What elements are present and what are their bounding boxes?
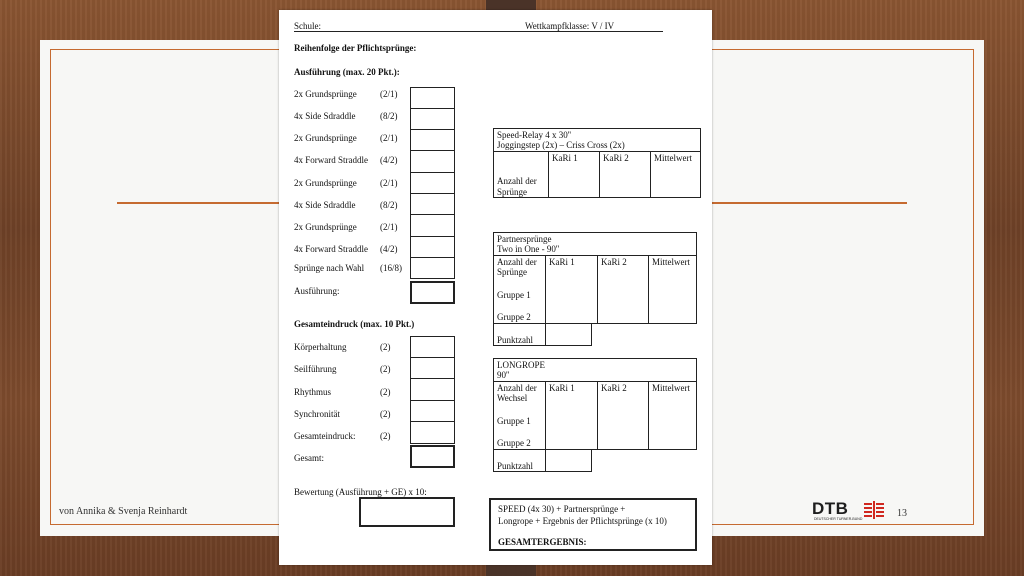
speed-relay-row-label-cell <box>493 151 549 198</box>
longrope-punktzahl-label-cell <box>493 449 546 472</box>
gesamtergebnis-label: GESAMTERGEBNIS: <box>498 537 587 547</box>
gesamtergebnis-box <box>489 498 697 551</box>
longrope-title-cell <box>493 358 697 382</box>
ausfuehrung-item-label: 2x Grundsprünge <box>294 133 357 143</box>
gesamteindruck-item-points: (2) <box>380 431 391 441</box>
longrope-punktzahl-box[interactable] <box>545 449 592 472</box>
speed-relay-title: Speed-Relay 4 x 30'' <box>497 130 571 140</box>
longrope-kari2-cell[interactable] <box>597 381 649 450</box>
bewertung-label: Bewertung (Ausführung + GE) x 10: <box>294 487 427 497</box>
speed-relay-kari2-cell[interactable] <box>599 151 651 198</box>
gesamteindruck-item-points: (2) <box>380 364 391 374</box>
gesamteindruck-item-points: (2) <box>380 409 391 419</box>
speed-relay-mittelwert-cell[interactable] <box>650 151 701 198</box>
score-box[interactable] <box>410 336 455 358</box>
ausfuehrung-item-label: 4x Side Sdraddle <box>294 200 356 210</box>
partner-group2: Gruppe 2 <box>497 312 531 322</box>
ausfuehrung-item-points: (4/2) <box>380 155 398 165</box>
longrope-row-label: Anzahl der <box>497 383 537 393</box>
partner-mittelwert-label: Mittelwert <box>652 257 690 267</box>
partner-row-label-cell <box>493 255 546 324</box>
longrope-mittelwert-label: Mittelwert <box>652 383 690 393</box>
speed-relay-kari1-cell[interactable] <box>548 151 600 198</box>
bewertung-box[interactable] <box>359 497 455 527</box>
dtb-logo <box>812 500 892 522</box>
slide-number: 13 <box>897 508 907 519</box>
slide-credit: von Annika & Svenja Reinhardt <box>59 506 188 517</box>
partner-kari1-label: KaRi 1 <box>549 257 575 267</box>
speed-relay-title-cell <box>493 128 701 152</box>
summary-line2: Longrope + Ergebnis der Pflichtsprünge (x 10) <box>498 516 667 526</box>
ausfuehrung-item-points: (2/1) <box>380 133 398 143</box>
ausfuehrung-total-label: Ausführung: <box>294 286 340 296</box>
reihenfolge-heading: Reihenfolge der Pflichtsprünge: <box>294 43 417 53</box>
ausfuehrung-item-label: 2x Grundsprünge <box>294 178 357 188</box>
dtb-logo-text: DTB <box>812 499 849 518</box>
longrope-subtitle: 90'' <box>497 370 510 380</box>
longrope-kari1-label: KaRi 1 <box>549 383 575 393</box>
scoring-sheet <box>279 10 712 565</box>
ausfuehrung-item-label: 2x Grundsprünge <box>294 89 357 99</box>
ausfuehrung-item-points: (8/2) <box>380 111 398 121</box>
gesamteindruck-item-points: (2) <box>380 387 391 397</box>
longrope-title: LONGROPE <box>497 360 546 370</box>
header-underline <box>294 31 663 32</box>
slide-divider-right <box>712 202 907 204</box>
longrope-group1: Gruppe 1 <box>497 416 531 426</box>
speed-relay-row-label-2: Sprünge <box>497 187 527 197</box>
ausfuehrung-heading: Ausführung (max. 20 Pkt.): <box>294 67 400 77</box>
score-box[interactable] <box>410 236 455 258</box>
gesamt-total-box[interactable] <box>410 445 455 468</box>
score-box[interactable] <box>410 214 455 237</box>
score-box[interactable] <box>410 357 455 379</box>
gesamteindruck-heading: Gesamteindruck (max. 10 Pkt.) <box>294 319 415 329</box>
score-box[interactable] <box>410 150 455 173</box>
wettkampfklasse-label: Wettkampfklasse: V / IV <box>525 21 615 31</box>
ausfuehrung-item-label: Sprünge nach Wahl <box>294 263 365 273</box>
ausfuehrung-item-points: (4/2) <box>380 244 398 254</box>
partner-group1: Gruppe 1 <box>497 290 531 300</box>
longrope-kari2-label: KaRi 2 <box>601 383 627 393</box>
partner-mittelwert-cell[interactable] <box>648 255 697 324</box>
slide-divider-left <box>117 202 281 204</box>
ausfuehrung-item-label: 4x Forward Straddle <box>294 155 368 165</box>
summary-line1: SPEED (4x 30) + Partnersprünge + <box>498 504 626 514</box>
partner-punktzahl-label: Punktzahl <box>497 335 533 345</box>
score-box[interactable] <box>410 129 455 151</box>
longrope-row-label-cell <box>493 381 546 450</box>
partner-title-cell <box>493 232 697 256</box>
longrope-kari1-cell[interactable] <box>545 381 598 450</box>
longrope-mittelwert-cell[interactable] <box>648 381 697 450</box>
score-box[interactable] <box>410 400 455 422</box>
longrope-group2: Gruppe 2 <box>497 438 531 448</box>
score-box[interactable] <box>410 193 455 215</box>
ausfuehrung-item-label: 2x Grundsprünge <box>294 222 357 232</box>
gesamteindruck-item-points: (2) <box>380 342 391 352</box>
gesamteindruck-item-label: Körperhaltung <box>294 342 347 352</box>
ausfuehrung-total-box[interactable] <box>410 281 455 304</box>
score-box[interactable] <box>410 87 455 109</box>
speed-relay-subtitle: Joggingstep (2x) – Criss Cross (2x) <box>497 140 625 150</box>
speed-relay-kari2-label: KaRi 2 <box>603 153 629 163</box>
partner-title: Partnersprünge <box>497 234 552 244</box>
ausfuehrung-item-points: (8/2) <box>380 200 398 210</box>
longrope-row-label-2: Wechsel <box>497 393 528 403</box>
longrope-punktzahl-label: Punktzahl <box>497 461 533 471</box>
gesamteindruck-item-label: Synchronität <box>294 409 340 419</box>
dtb-logo-subtext: DEUTSCHER TURNER-BUND <box>814 517 863 521</box>
score-box[interactable] <box>410 421 455 444</box>
score-box[interactable] <box>410 108 455 130</box>
ausfuehrung-item-label: 4x Side Sdraddle <box>294 111 356 121</box>
gesamteindruck-item-label: Gesamteindruck: <box>294 431 356 441</box>
score-box[interactable] <box>410 378 455 401</box>
score-box[interactable] <box>410 172 455 194</box>
partner-subtitle: Two in One - 90'' <box>497 244 560 254</box>
schule-label: Schule: <box>294 21 321 31</box>
speed-relay-row-label: Anzahl der <box>497 176 537 186</box>
ausfuehrung-item-points: (2/1) <box>380 178 398 188</box>
partner-kari2-cell[interactable] <box>597 255 649 324</box>
partner-row-label: Anzahl der <box>497 257 537 267</box>
speed-relay-mittelwert-label: Mittelwert <box>654 153 692 163</box>
ausfuehrung-item-points: (2/1) <box>380 89 398 99</box>
ausfuehrung-item-points: (2/1) <box>380 222 398 232</box>
speed-relay-kari1-label: KaRi 1 <box>552 153 578 163</box>
ausfuehrung-item-label: 4x Forward Straddle <box>294 244 368 254</box>
partner-row-label-2: Sprünge <box>497 267 527 277</box>
gesamteindruck-item-label: Seilführung <box>294 364 337 374</box>
ausfuehrung-item-points: (16/8) <box>380 263 402 273</box>
score-box[interactable] <box>410 257 455 279</box>
dtb-logo-icon <box>864 501 884 519</box>
partner-punktzahl-box[interactable] <box>545 323 592 346</box>
partner-kari2-label: KaRi 2 <box>601 257 627 267</box>
gesamteindruck-item-label: Rhythmus <box>294 387 332 397</box>
partner-punktzahl-label-cell <box>493 323 546 346</box>
gesamt-label: Gesamt: <box>294 453 324 463</box>
partner-kari1-cell[interactable] <box>545 255 598 324</box>
